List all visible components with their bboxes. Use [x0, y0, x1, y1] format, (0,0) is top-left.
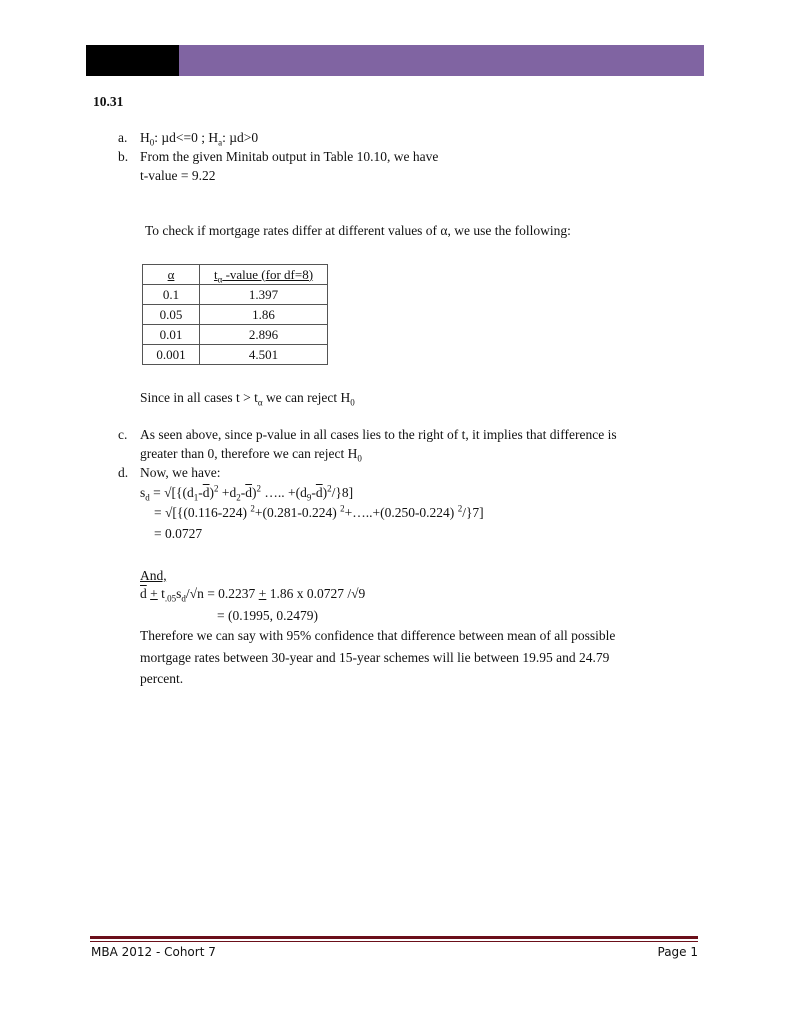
conclusion-line1: Therefore we can say with 95% confidence that difference between mean of all possible [140, 628, 616, 643]
item-b-tvalue: t-value = 9.22 [140, 168, 216, 183]
ci-formula: $\overline{d} + t_{.05}s_d/√n = 0.2237 + 1.86$ x 0.0727 /√9 [140, 586, 366, 604]
table-cell-t: 2.896 [200, 325, 328, 345]
table-cell-alpha: 0.05 [143, 305, 200, 325]
table-header-alpha: α [143, 265, 200, 285]
item-b-line1: From the given Minitab output in Table 10.10, we have [140, 149, 439, 164]
sd-substitution: = √[{(0.116-224) $^2$+(0.281-0.224) $^2$+…..+(0.250-0.224) $^2$/}7] [154, 503, 484, 520]
item-c-line2: greater than 0, therefore we can reject $H_0$ [140, 446, 362, 464]
conclusion-line2: mortgage rates between 30-year and 15-year schemes will lie between 19.95 and 24.79 [140, 650, 610, 665]
sd-formula: $s_d = √[\{(d_1-\overline{d})^2 +d_2-\overline{d})^2$ ….. $+(d_9-\overline{d})^2/\}8$] [140, 483, 354, 503]
item-d-line1: Now, we have: [140, 465, 221, 480]
item-c-marker: c. [118, 427, 128, 442]
table-row [143, 305, 328, 325]
since-line: Since in all cases $t > t_\alpha$ we can reject $H_0$ [140, 390, 355, 408]
footer-page-number: Page 1 [657, 945, 698, 959]
sd-result: = 0.0727 [154, 526, 203, 541]
table-cell-t: 1.397 [200, 285, 328, 305]
table-header-row [143, 265, 328, 285]
item-a-hypotheses: $H_0$: µd<=0 ; $H_a$: µd>0 [140, 130, 259, 148]
critical-values-table [142, 264, 328, 365]
table-cell-alpha: 0.01 [143, 325, 200, 345]
table-row [143, 345, 328, 365]
conclusion-line3: percent. [140, 671, 184, 686]
footer-rule-thin [90, 941, 698, 942]
footer-left: MBA 2012 - Cohort 7 [91, 945, 216, 959]
header-purple-bar [179, 45, 704, 76]
table-row [143, 325, 328, 345]
item-a-marker: a. [118, 130, 128, 145]
table-cell-alpha: 0.1 [143, 285, 200, 305]
table-row [143, 285, 328, 305]
ci-interval: = (0.1995, 0.2479) [217, 608, 318, 623]
table-cell-alpha: 0.001 [143, 345, 200, 365]
problem-number: 10.31 [93, 94, 124, 109]
footer-rule-thick [90, 936, 698, 939]
header-black-block [86, 45, 179, 76]
table-cell-t: 4.501 [200, 345, 328, 365]
table-header-tvalue: $t_\alpha$ -value (for df=8) [200, 265, 328, 285]
table-cell-t: 1.86 [200, 305, 328, 325]
item-c-line1: As seen above, since p-value in all cases lies to the right of t, it implies that difference is [140, 427, 617, 442]
item-d-marker: d. [118, 465, 129, 480]
item-b-marker: b. [118, 149, 129, 164]
check-intro: To check if mortgage rates differ at different values of α, we use the following: [145, 223, 571, 238]
and-label: And, [140, 568, 167, 583]
